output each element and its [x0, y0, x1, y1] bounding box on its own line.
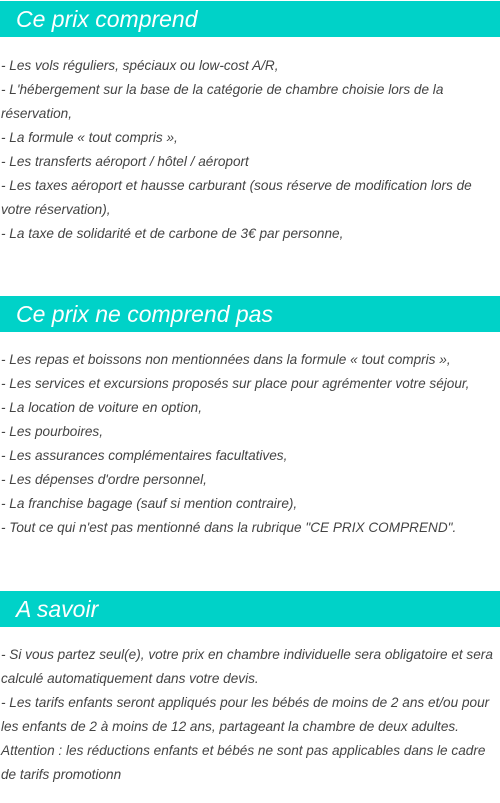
list-item: - La taxe de solidarité et de carbone de 3€ par personne, — [1, 226, 344, 241]
section-header-ce-prix-comprend: Ce prix comprend — [0, 1, 500, 37]
excluded-list — [0, 348, 500, 540]
included-list — [0, 54, 500, 246]
list-item: - Tout ce qui n'est pas mentionné dans la rubrique "CE PRIX COMPREND". — [1, 520, 457, 535]
list-item: - Les dépenses d'ordre personnel, — [1, 472, 207, 487]
list-item: - Les assurances complémentaires facultatives, — [1, 448, 288, 463]
list-item: - La formule « tout compris », — [1, 130, 178, 145]
list-item: - L'hébergement sur la base de la catégorie de chambre choisie lors de la réservation, — [1, 82, 444, 121]
list-item: - Les services et excursions proposés sur place pour agrémenter votre séjour, — [1, 376, 470, 391]
list-item: - Les tarifs enfants seront appliqués pour les bébés de moins de 2 ans et/ou pour les enfants de 2 à moins de 12 ans, partageant la chambre de deux adultes. — [1, 695, 490, 734]
section-header-a-savoir: A savoir — [0, 591, 500, 627]
list-item: - Si vous partez seul(e), votre prix en chambre individuelle sera obligatoire et sera calculé automatiquement dans votre devis. — [1, 647, 493, 686]
list-item: - La franchise bagage (sauf si mention contraire), — [1, 496, 298, 511]
list-item: - Les vols réguliers, spéciaux ou low-cost A/R, — [1, 58, 279, 73]
list-item: - La location de voiture en option, — [1, 400, 203, 415]
good-to-know-list — [0, 643, 500, 787]
section-header-ce-prix-ne-comprend-pas: Ce prix ne comprend pas — [0, 296, 500, 332]
list-item: - Les transferts aéroport / hôtel / aéroport — [1, 154, 249, 169]
list-item: - Les repas et boissons non mentionnées dans la formule « tout compris », — [1, 352, 451, 367]
list-item: Attention : les réductions enfants et bébés ne sont pas applicables dans le cadre de tarifs promotionn — [1, 743, 486, 782]
list-item: - Les taxes aéroport et hausse carburant (sous réserve de modification lors de votre réservation), — [1, 178, 472, 217]
list-item: - Les pourboires, — [1, 424, 104, 439]
